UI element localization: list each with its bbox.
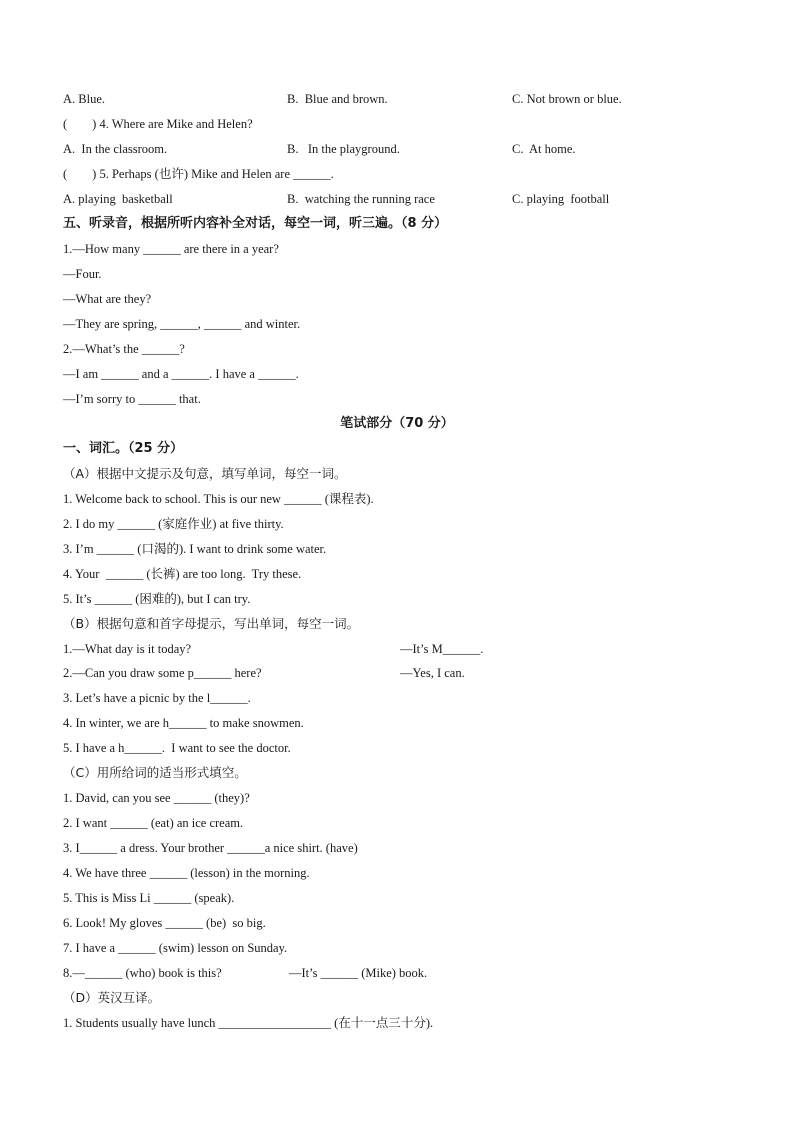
part-d-title: （D）英汉互译。	[63, 990, 161, 1005]
dialogue-line: —I’m sorry to ______ that.	[63, 392, 201, 406]
part-c-item: 7. I have a ______ (swim) lesson on Sunday.	[63, 941, 288, 955]
part-b-item: 3. Let’s have a picnic by the l______.	[63, 691, 251, 705]
part-b-item: 4. In winter, we are h______ to make snowmen.	[63, 716, 304, 730]
q4-option-a: A. In the classroom.	[63, 142, 168, 156]
part-c-item: 1. David, can you see ______ (they)?	[63, 791, 250, 805]
dialogue-line: —What are they?	[63, 292, 152, 306]
q3-option-b: B. Blue and brown.	[287, 92, 388, 106]
part-c-title: （C）用所给词的适当形式填空。	[63, 765, 247, 780]
part-a-item: 3. I’m ______ (口渴的). I want to drink some water.	[63, 542, 327, 556]
part-c-item: 4. We have three ______ (lesson) in the morning.	[63, 866, 310, 880]
section-5-title: 五、听录音，根据所听内容补全对话，每空一词，听三遍。（8 分）	[63, 216, 448, 231]
q4-option-c: C. At home.	[512, 142, 576, 156]
part-a-item: 5. It’s ______ (困难的), but I can try.	[63, 592, 251, 606]
vocabulary-title: 一、词汇。（25 分）	[63, 441, 184, 456]
part-b-item: 2.—Can you draw some p______ here?	[63, 666, 262, 680]
part-c-item: 5. This is Miss Li ______ (speak).	[63, 891, 235, 905]
part-d-item: 1. Students usually have lunch __________________ (在十一点三十分).	[63, 1016, 434, 1030]
part-a-item: 1. Welcome back to school. This is our new ______ (课程表).	[63, 492, 374, 506]
part-b-item: 1.—What day is it today?	[63, 642, 192, 656]
part-c-item: 3. I______ a dress. Your brother ______a nice shirt. (have)	[63, 841, 358, 855]
written-part-title: 笔试部分（70 分）	[340, 416, 454, 431]
dialogue-line: 2.—What’s the ______?	[63, 342, 185, 356]
q5-option-c: C. playing football	[512, 192, 610, 206]
q3-option-a: A. Blue.	[63, 92, 106, 106]
part-c-item: 8.—______ (who) book is this?	[63, 966, 222, 980]
question-4: ( ) 4. Where are Mike and Helen?	[63, 117, 253, 131]
part-c-item: 6. Look! My gloves ______ (be) so big.	[63, 916, 266, 930]
part-a-title: （A）根据中文提示及句意，填写单词，每空一词。	[63, 466, 347, 481]
q4-option-b: B. In the playground.	[287, 142, 400, 156]
dialogue-line: —They are spring, ______, ______ and winter.	[63, 317, 301, 331]
part-b-item: 5. I have a h______. I want to see the doctor.	[63, 741, 291, 755]
part-c-item: 2. I want ______ (eat) an ice cream.	[63, 816, 244, 830]
dialogue-line: —I am ______ and a ______. I have a ______.	[63, 367, 299, 381]
q3-option-c: C. Not brown or blue.	[512, 92, 622, 106]
dialogue-line: —Four.	[63, 267, 102, 281]
part-a-item: 2. I do my ______ (家庭作业) at five thirty.	[63, 517, 284, 531]
q5-option-b: B. watching the running race	[287, 192, 435, 206]
part-c-item-answer: —It’s ______ (Mike) book.	[289, 966, 428, 980]
q5-option-a: A. playing basketball	[63, 192, 173, 206]
question-5: ( ) 5. Perhaps (也许) Mike and Helen are ______.	[63, 167, 334, 181]
part-b-item-answer: —It’s M______.	[400, 642, 484, 656]
part-b-title: （B）根据句意和首字母提示，写出单词，每空一词。	[63, 616, 360, 631]
dialogue-line: 1.—How many ______ are there in a year?	[63, 242, 279, 256]
part-a-item: 4. Your ______ (长裤) are too long. Try these.	[63, 567, 302, 581]
part-b-item-answer: —Yes, I can.	[400, 666, 465, 680]
